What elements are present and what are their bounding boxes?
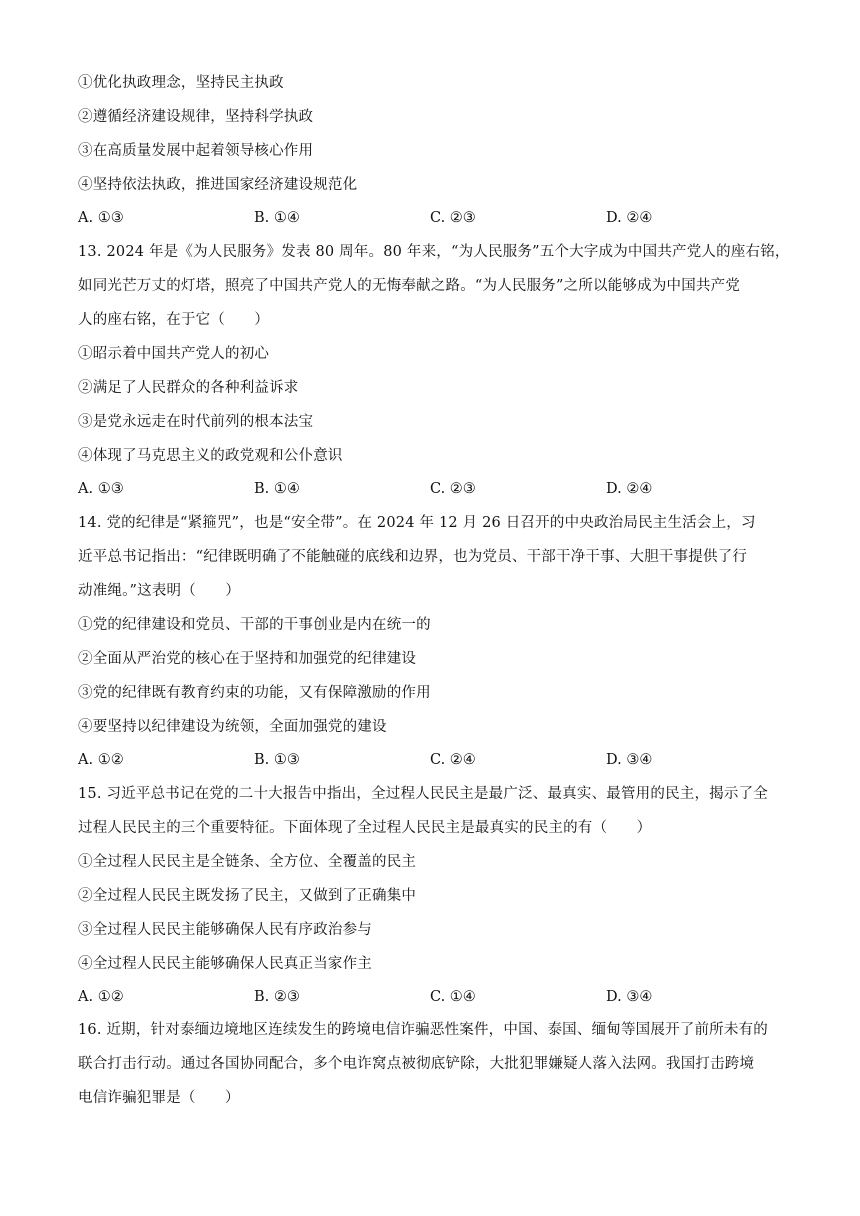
q14-option-a: A. ①② [78,752,124,768]
q13-option-b: B. ①④ [254,481,300,497]
q15-option-a: A. ①② [78,989,124,1005]
q15-item-3: ③全过程人民民主能够确保人民有序政治参与 [78,922,372,938]
q14-item-4: ④要坚持以纪律建设为统领，全面加强党的建设 [78,719,387,735]
q12-item-3: ③在高质量发展中起着领导核心作用 [78,143,314,159]
q13-stem-line-2: 如同光芒万丈的灯塔，照亮了中国共产党人的无悔奉献之路。“为人民服务”之所以能够成为中国共产党 [78,278,741,294]
q16-stem-line-2: 联合打击行动。通过各国协同配合，多个电诈窝点被彻底铲除，大批犯罪嫌疑人落入法网。我国打击跨境 [78,1056,755,1072]
q12-item-1: ①优化执政理念，坚持民主执政 [78,75,284,91]
q15-stem-line-1: 15. 习近平总书记在党的二十大报告中指出，全过程人民民主是最广泛、最真实、最管用的民主，揭示了全 [78,786,768,802]
q16-stem-line-3: 电信诈骗犯罪是（ ） [78,1090,240,1106]
q13-option-a: A. ①③ [78,481,124,497]
q14-item-3: ③党的纪律既有教育约束的功能，又有保障激励的作用 [78,685,431,701]
q15-option-c: C. ①④ [430,989,476,1005]
q15-option-b: B. ②③ [254,989,300,1005]
q12-item-4: ④坚持依法执政，推进国家经济建设规范化 [78,177,358,193]
q14-stem-line-1: 14. 党的纪律是“紧箍咒”，也是“安全带”。在 2024 年 12 月 26 日召开的中央政治局民主生活会上，习 [78,515,756,531]
q14-option-c: C. ②④ [430,752,476,768]
q15-item-4: ④全过程人民民主能够确保人民真正当家作主 [78,956,372,972]
q13-option-c: C. ②③ [430,481,476,497]
q13-item-1: ①昭示着中国共产党人的初心 [78,346,270,362]
q12-item-2: ②遵循经济建设规律，坚持科学执政 [78,109,314,125]
q15-stem-line-2: 过程人民民主的三个重要特征。下面体现了全过程人民民主是最真实的民主的有（ ） [78,820,652,836]
q14-stem-line-3: 动准绳。”这表明（ ） [78,583,241,599]
q12-option-c: C. ②③ [430,210,476,226]
q14-item-1: ①党的纪律建设和党员、干部的干事创业是内在统一的 [78,617,431,633]
q16-stem-line-1: 16. 近期，针对泰缅边境地区连续发生的跨境电信诈骗恶性案件，中国、泰国、缅甸等国展开了前所未有的 [78,1022,768,1038]
q13-stem-line-3: 人的座右铭，在于它（ ） [78,312,270,328]
q13-stem-line-1: 13. 2024 年是《为人民服务》发表 80 周年。80 年来，“为人民服务”五个大字成为中国共产党人的座右铭， [78,244,790,260]
q14-stem-line-2: 近平总书记指出：“纪律既明确了不能触碰的底线和边界，也为党员、干部干净干事、大胆干事提供了行 [78,549,748,565]
q14-option-b: B. ①③ [254,752,300,768]
q15-item-2: ②全过程人民民主既发扬了民主，又做到了正确集中 [78,888,417,904]
q15-option-d: D. ③④ [606,989,653,1005]
q13-item-3: ③是党永远走在时代前列的根本法宝 [78,414,314,430]
q13-item-2: ②满足了人民群众的各种利益诉求 [78,380,299,396]
q13-item-4: ④体现了马克思主义的政党观和公仆意识 [78,448,343,464]
q14-item-2: ②全面从严治党的核心在于坚持和加强党的纪律建设 [78,651,417,667]
q12-option-b: B. ①④ [254,210,300,226]
q15-item-1: ①全过程人民民主是全链条、全方位、全覆盖的民主 [78,854,417,870]
q12-option-d: D. ②④ [606,210,653,226]
q13-option-d: D. ②④ [606,481,653,497]
q12-option-a: A. ①③ [78,210,124,226]
q14-option-d: D. ③④ [606,752,653,768]
